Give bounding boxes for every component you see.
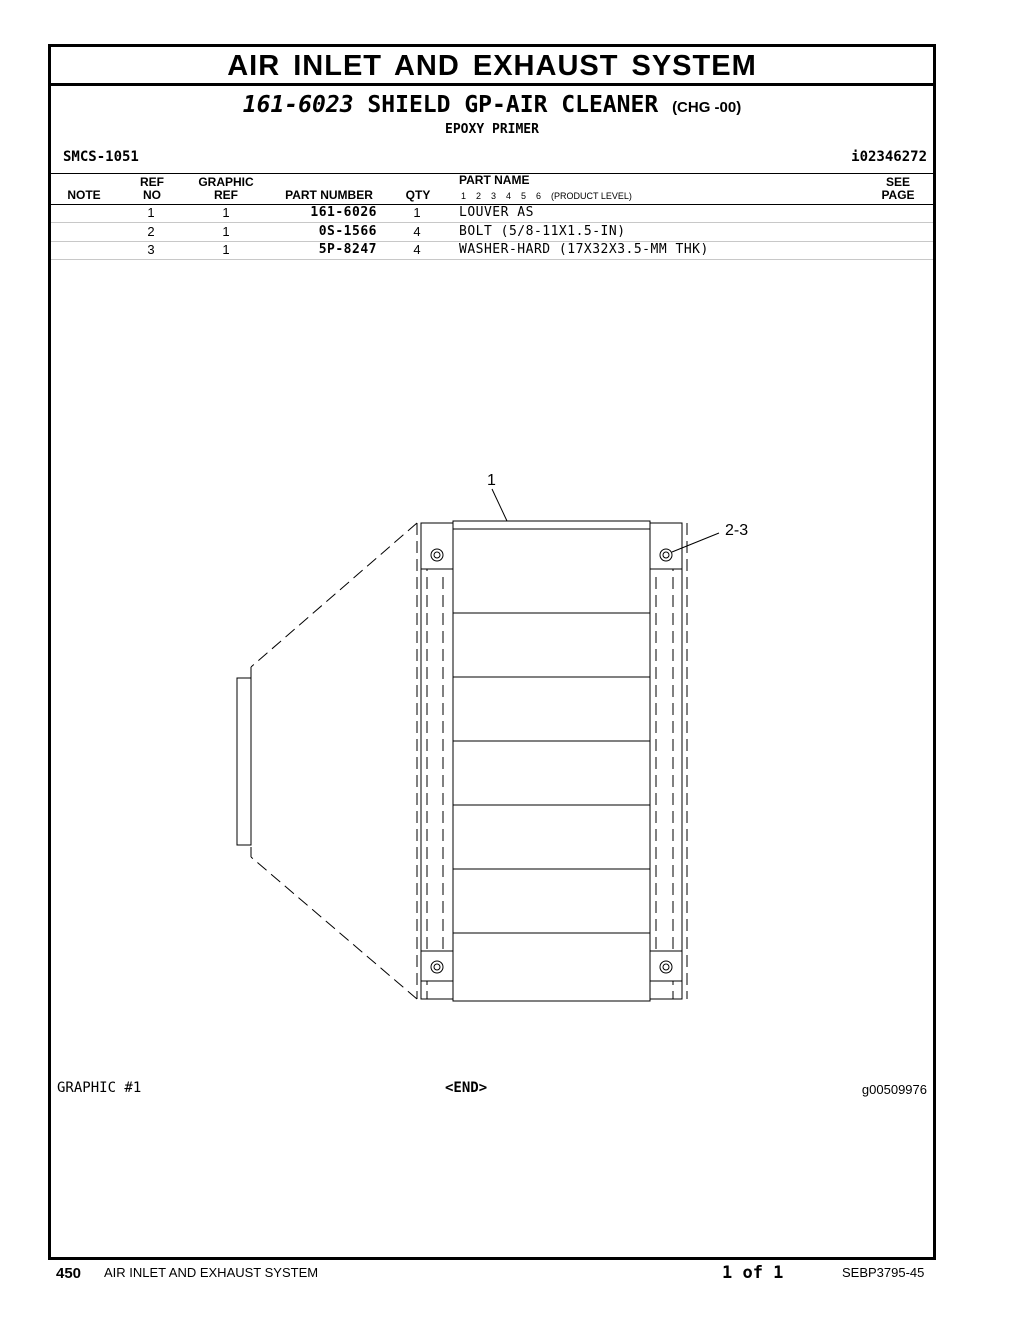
part-number: 161-6026 xyxy=(310,205,377,220)
graphic-ref: 1 xyxy=(222,242,230,257)
col-part-number: PART NUMBER xyxy=(285,188,373,202)
bolt-pad xyxy=(421,523,453,569)
section-title: AIR INLET AND EXHAUST SYSTEM xyxy=(51,47,933,86)
graphic-ref: 1 xyxy=(222,224,230,239)
group-part-number: 161-6023 xyxy=(242,92,354,118)
callout-label: 1 xyxy=(487,472,496,489)
col-note: NOTE xyxy=(67,188,101,202)
louver-body xyxy=(453,521,650,1001)
col-qty: QTY xyxy=(405,188,431,202)
bolt-pad xyxy=(650,951,682,981)
parts-illustration xyxy=(51,47,933,1257)
left-bracket xyxy=(421,523,453,999)
graphic-id: g00509976 xyxy=(861,1082,927,1097)
illustration-id: i02346272 xyxy=(851,149,927,165)
end-marker: <END> xyxy=(445,1080,488,1096)
part-name: BOLT (5/8-11X1.5-IN) xyxy=(459,224,626,239)
callout-label: 2-3 xyxy=(725,522,749,539)
footer-section: AIR INLET AND EXHAUST SYSTEM xyxy=(104,1265,319,1280)
smcs-code: SMCS-1051 xyxy=(63,149,139,165)
col-see-page-line1: SEE xyxy=(885,175,910,189)
callout-leader xyxy=(492,489,507,521)
page-number: 450 xyxy=(56,1265,82,1282)
col-graphic-ref-line2: REF xyxy=(214,188,238,202)
finish-note: EPOXY PRIMER xyxy=(445,122,539,137)
bolt-pad xyxy=(421,951,453,981)
bolt-pad xyxy=(650,523,682,569)
quantity: 1 xyxy=(413,205,421,220)
ref-no: 1 xyxy=(147,205,155,220)
col-ref-no-line1: REF xyxy=(140,175,164,189)
page-frame xyxy=(48,44,936,1260)
quantity: 4 xyxy=(413,224,421,239)
col-product-level: 1 2 3 4 5 6 (PRODUCT LEVEL) xyxy=(461,191,632,201)
document-id: SEBP3795-45 xyxy=(842,1265,925,1280)
col-see-page-line2: PAGE xyxy=(881,188,915,202)
part-number: 0S-1566 xyxy=(318,224,377,239)
part-name: LOUVER AS xyxy=(459,205,534,220)
page-count: 1 of 1 xyxy=(722,1263,784,1283)
graphic-label: GRAPHIC #1 xyxy=(57,1080,142,1096)
col-graphic-ref-line1: GRAPHIC xyxy=(198,175,254,189)
graphic-ref: 1 xyxy=(222,205,230,220)
ref-no: 2 xyxy=(147,224,155,239)
hood-flange xyxy=(237,678,251,845)
change-level: (CHG -00) xyxy=(672,99,742,116)
right-bracket xyxy=(650,523,682,999)
part-name: WASHER-HARD (17X32X3.5-MM THK) xyxy=(459,242,709,257)
col-part-name: PART NAME xyxy=(459,173,530,187)
col-ref-no-line2: NO xyxy=(143,188,161,202)
group-part-name: SHIELD GP-AIR CLEANER xyxy=(367,92,659,118)
quantity: 4 xyxy=(413,242,421,257)
ref-no: 3 xyxy=(147,242,155,257)
part-number: 5P-8247 xyxy=(318,242,377,257)
